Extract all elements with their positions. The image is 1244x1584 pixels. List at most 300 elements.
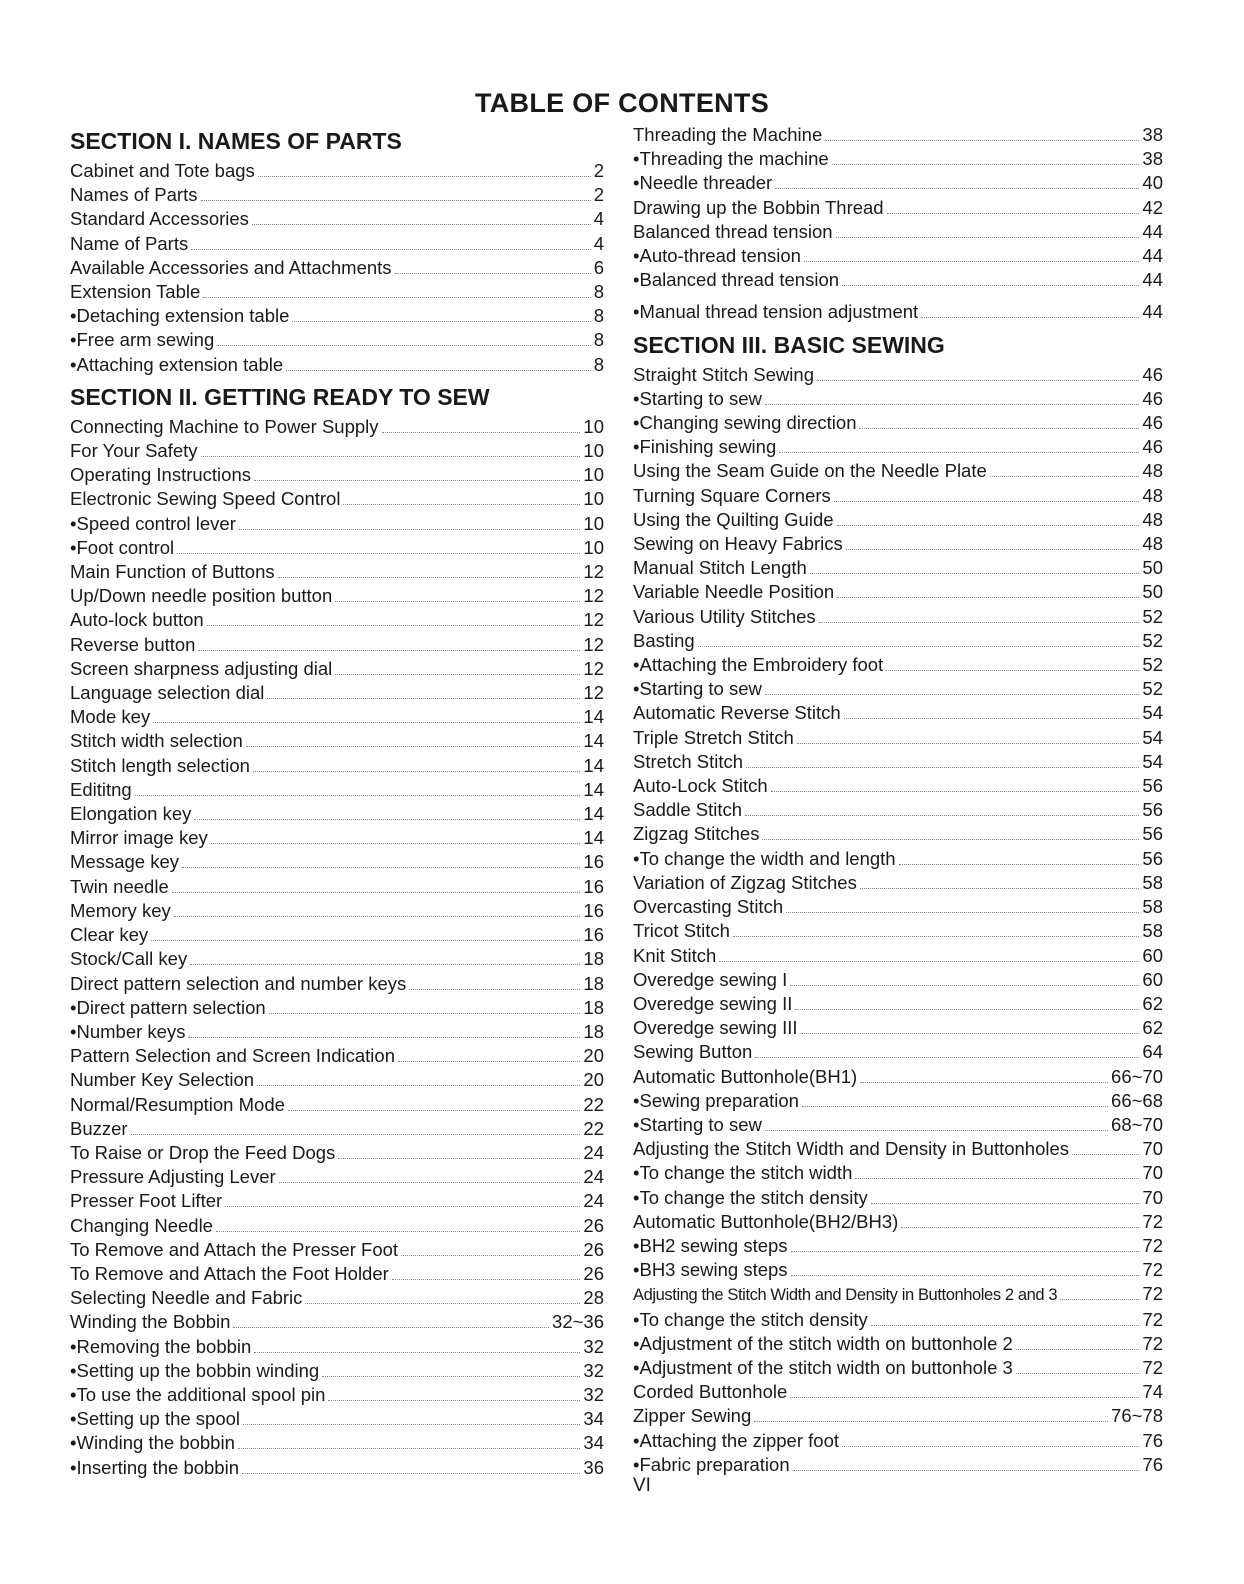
toc-entry: [633, 895, 1163, 919]
toc-entry: [70, 1238, 604, 1262]
toc-entry-label: Operating Instructions: [70, 464, 251, 486]
toc-subentry: [633, 653, 1163, 677]
toc-entry-label: Triple Stretch Stitch: [633, 726, 794, 748]
toc-entry: [70, 1189, 604, 1213]
toc-page-number: 58: [1142, 871, 1163, 893]
toc-entry-label: • Adjustment of the stitch width on buttonhole 2: [633, 1332, 1013, 1356]
toc-entry-label: Pattern Selection and Screen Indication: [70, 1045, 395, 1067]
toc-page-number: 26: [583, 1214, 604, 1236]
dot-leader: [860, 1082, 1108, 1083]
toc-entry-label: • Setting up the spool: [70, 1407, 240, 1431]
toc-page-number: 20: [583, 1069, 604, 1091]
toc-entry-label: • To change the stitch density: [633, 1308, 868, 1332]
toc-page-number: 8: [593, 329, 604, 351]
toc-page-number: 76: [1142, 1429, 1163, 1451]
dot-leader: [755, 1057, 1139, 1058]
dot-leader: [258, 176, 591, 177]
dot-leader: [802, 1106, 1108, 1107]
toc-page-number: 18: [583, 1020, 604, 1042]
toc-page-number: 14: [583, 778, 604, 800]
toc-entry-label: • Attaching the Embroidery foot: [633, 653, 883, 677]
dot-leader: [837, 597, 1139, 598]
section-heading: SECTION II. GETTING READY TO SEW: [70, 383, 490, 410]
toc-entry-label: Mode key: [70, 706, 151, 728]
toc-entry: [70, 802, 604, 826]
toc-entry: [633, 1282, 1163, 1307]
toc-entry-label: • Starting to sew: [633, 677, 762, 701]
dot-leader: [825, 140, 1139, 141]
dot-leader: [253, 771, 580, 772]
dot-leader: [395, 273, 591, 274]
dot-leader: [901, 1227, 1139, 1228]
toc-page-number: 6: [593, 256, 604, 278]
dot-leader: [797, 743, 1140, 744]
toc-page-number: 24: [583, 1190, 604, 1212]
toc-page-number: 12: [583, 585, 604, 607]
toc-page-number: 52: [1142, 654, 1163, 676]
toc-page-number: 50: [1142, 557, 1163, 579]
dot-leader: [1016, 1349, 1140, 1350]
toc-subentry: [70, 328, 604, 352]
toc-page-number: 48: [1142, 508, 1163, 530]
dot-leader: [793, 1470, 1140, 1471]
toc-entry: [70, 1044, 604, 1068]
toc-entry-label: Stock/Call key: [70, 948, 188, 970]
toc-entry-label: • Adjustment of the stitch width on buttonhole 3: [633, 1356, 1013, 1380]
toc-subentry: [633, 677, 1163, 701]
toc-entry-label: • Direct pattern selection: [70, 996, 266, 1020]
dot-leader: [804, 261, 1139, 262]
toc-entry: [633, 701, 1163, 725]
toc-entry: [70, 183, 604, 207]
toc-entry-label: Saddle Stitch: [633, 799, 743, 821]
toc-page-number: 52: [1142, 605, 1163, 627]
toc-page-number: 32: [583, 1335, 604, 1357]
dot-leader: [762, 839, 1139, 840]
dot-leader: [887, 213, 1140, 214]
toc-page-number: 70: [1142, 1138, 1163, 1160]
toc-entry-label: Up/Down needle position button: [70, 585, 333, 607]
toc-entry: [633, 798, 1163, 822]
toc-entry-label: Electronic Sewing Speed Control: [70, 488, 341, 510]
dot-leader: [886, 670, 1139, 671]
dot-leader: [335, 601, 580, 602]
dot-leader: [211, 843, 581, 844]
dot-leader: [834, 501, 1140, 502]
toc-page-number: 52: [1142, 629, 1163, 651]
toc-entry: [70, 729, 604, 753]
toc-entry: [633, 556, 1163, 580]
dot-leader: [292, 321, 590, 322]
toc-subentry: [70, 1335, 604, 1359]
dot-leader: [859, 428, 1139, 429]
toc-entry-label: Number Key Selection: [70, 1069, 255, 1091]
toc-page-number: 58: [1142, 920, 1163, 942]
toc-entry-label: Reverse button: [70, 633, 196, 655]
toc-entry-label: Mirror image key: [70, 827, 208, 849]
toc-entry: [633, 532, 1163, 556]
toc-page-number: 72: [1142, 1308, 1163, 1330]
toc-page-number: 70: [1142, 1186, 1163, 1208]
toc-entry: [70, 584, 604, 608]
toc-page-number: 18: [583, 996, 604, 1018]
toc-subentry: [633, 244, 1163, 268]
toc-entry-label: • Threading the machine: [633, 147, 829, 171]
toc-entry-label: • Changing sewing direction: [633, 411, 856, 435]
dot-leader: [810, 573, 1140, 574]
dot-leader: [269, 1013, 581, 1014]
dot-leader: [198, 650, 580, 651]
toc-page-number: 48: [1142, 533, 1163, 555]
toc-entry: [633, 968, 1163, 992]
toc-page-number: 76: [1142, 1453, 1163, 1475]
dot-leader: [801, 1033, 1140, 1034]
toc-entry: [633, 580, 1163, 604]
toc-entry-label: Adjusting the Stitch Width and Density in Buttonholes 2 and 3: [633, 1286, 1058, 1305]
toc-right-column: [633, 123, 1163, 1477]
toc-entry: [70, 560, 604, 584]
dot-leader: [335, 674, 580, 675]
toc-subentry: [633, 268, 1163, 292]
dot-leader: [832, 164, 1140, 165]
toc-entry-label: Screen sharpness adjusting dial: [70, 657, 333, 679]
toc-entry-label: • Auto-thread tension: [633, 244, 801, 268]
toc-entry-label: Adjusting the Stitch Width and Density in Buttonholes: [633, 1138, 1070, 1160]
dot-leader: [242, 1473, 580, 1474]
toc-page-number: 12: [583, 609, 604, 631]
toc-entry-label: Straight Stitch Sewing: [633, 363, 814, 385]
toc-entry: [70, 754, 604, 778]
toc-page-number: 54: [1142, 726, 1163, 748]
dot-leader: [719, 961, 1139, 962]
toc-entry: [70, 826, 604, 850]
toc-page-number: 64: [1142, 1041, 1163, 1063]
toc-entry-label: • Sewing preparation: [633, 1089, 799, 1113]
toc-entry: [70, 415, 604, 439]
dot-leader: [795, 1009, 1139, 1010]
dot-leader: [409, 989, 580, 990]
toc-entry-label: Using the Quilting Guide: [633, 508, 834, 530]
toc-page-number: 10: [583, 464, 604, 486]
dot-leader: [338, 1158, 580, 1159]
toc-page-number: 38: [1142, 148, 1163, 170]
toc-entry-label: Pressure Adjusting Lever: [70, 1166, 276, 1188]
toc-entry: [633, 629, 1163, 653]
toc-page-number: 26: [583, 1262, 604, 1284]
toc-entry: [633, 1404, 1163, 1428]
toc-entry: [633, 750, 1163, 774]
toc-page-number: 72: [1142, 1283, 1163, 1305]
dot-leader: [151, 940, 580, 941]
dot-leader: [921, 317, 1139, 318]
toc-page-number: 44: [1142, 301, 1163, 323]
toc-page-number: 14: [583, 803, 604, 825]
toc-entry-label: • Winding the bobbin: [70, 1431, 235, 1455]
dot-leader: [246, 746, 581, 747]
toc-subentry: [633, 411, 1163, 435]
toc-subentry: [633, 1429, 1163, 1453]
dot-leader: [172, 892, 581, 893]
toc-entry: [633, 992, 1163, 1016]
toc-entry: [70, 1068, 604, 1092]
dot-leader: [765, 694, 1140, 695]
dot-leader: [844, 718, 1140, 719]
toc-entry: [633, 220, 1163, 244]
toc-entry: [70, 633, 604, 657]
dot-leader: [217, 345, 590, 346]
toc-entry-label: Automatic Buttonhole(BH2/BH3): [633, 1210, 899, 1232]
toc-entry: [70, 1214, 604, 1238]
toc-subentry: [70, 1020, 604, 1044]
dot-leader: [1016, 1373, 1140, 1374]
dot-leader: [765, 404, 1140, 405]
toc-subentry: [70, 353, 604, 377]
toc-entry-label: Winding the Bobbin: [70, 1311, 231, 1333]
toc-page-number: 72: [1142, 1332, 1163, 1354]
dot-leader: [239, 529, 581, 530]
toc-entry: [633, 1210, 1163, 1234]
toc-page-number: 52: [1142, 678, 1163, 700]
toc-page-number: 74: [1142, 1381, 1163, 1403]
toc-entry-label: Basting: [633, 629, 695, 651]
toc-subentry: [633, 1453, 1163, 1477]
toc-entry-label: Overcasting Stitch: [633, 896, 784, 918]
toc-entry-label: • To change the stitch density: [633, 1186, 868, 1210]
dot-leader: [201, 456, 581, 457]
section-heading: SECTION I. NAMES OF PARTS: [70, 128, 402, 154]
dot-leader: [203, 297, 590, 298]
toc-page-number: 32~36: [552, 1311, 604, 1333]
toc-entry-label: Zipper Sewing: [633, 1405, 752, 1427]
toc-entry-label: Name of Parts: [70, 232, 189, 254]
toc-page-number: 68~70: [1111, 1113, 1163, 1135]
dot-leader: [842, 285, 1139, 286]
dot-leader: [871, 1203, 1140, 1204]
toc-entry: [633, 944, 1163, 968]
toc-page-number: 76~78: [1111, 1405, 1163, 1427]
toc-entry-label: Changing Needle: [70, 1214, 213, 1236]
dot-leader: [286, 370, 590, 371]
toc-entry-label: Extension Table: [70, 281, 201, 303]
toc-entry-label: Clear key: [70, 924, 149, 946]
toc-entry-label: • Inserting the bobbin: [70, 1456, 239, 1480]
dot-leader: [343, 504, 580, 505]
toc-entry-label: Turning Square Corners: [633, 484, 831, 506]
toc-page-number: 62: [1142, 992, 1163, 1014]
toc-entry: [70, 1165, 604, 1189]
toc-entry: [70, 1262, 604, 1286]
toc-page-number: 16: [583, 924, 604, 946]
toc-entry-label: Direct pattern selection and number keys: [70, 972, 407, 994]
dot-leader: [817, 380, 1139, 381]
toc-page-number: 18: [583, 948, 604, 970]
dot-leader: [201, 200, 591, 201]
toc-entry: [633, 726, 1163, 750]
dot-leader: [846, 549, 1140, 550]
toc-entry-label: • Setting up the bobbin winding: [70, 1359, 319, 1383]
toc-entry-label: Language selection dial: [70, 682, 265, 704]
toc-entry-label: Auto-lock button: [70, 609, 204, 631]
toc-entry-label: Manual Stitch Length: [633, 557, 807, 579]
dot-leader: [837, 525, 1140, 526]
toc-entry-label: • Foot control: [70, 536, 174, 560]
toc-page-number: 56: [1142, 823, 1163, 845]
dot-leader: [382, 432, 581, 433]
dot-leader: [191, 249, 590, 250]
toc-entry-label: Available Accessories and Attachments: [70, 256, 392, 278]
toc-entry-label: Memory key: [70, 899, 171, 921]
toc-entry-label: Zigzag Stitches: [633, 823, 760, 845]
toc-entry: [70, 256, 604, 280]
toc-entry: [633, 123, 1163, 147]
toc-page-number: 28: [583, 1287, 604, 1309]
toc-entry-label: • Attaching the zipper foot: [633, 1429, 839, 1453]
dot-leader: [765, 1130, 1108, 1131]
toc-entry-label: Tricot Stitch: [633, 920, 730, 942]
dot-leader: [322, 1376, 580, 1377]
toc-entry: [633, 196, 1163, 220]
dot-leader: [174, 916, 581, 917]
toc-entry-label: • Balanced thread tension: [633, 268, 839, 292]
toc-page-number: 62: [1142, 1017, 1163, 1039]
dot-leader: [254, 480, 580, 481]
toc-entry-label: Sewing Button: [633, 1041, 753, 1063]
toc-entry-label: Drawing up the Bobbin Thread: [633, 196, 884, 218]
toc-page-number: 40: [1142, 172, 1163, 194]
toc-entry-label: Auto-Lock Stitch: [633, 775, 768, 797]
toc-entry: [70, 159, 604, 183]
toc-page-number: 48: [1142, 460, 1163, 482]
toc-page-number: 44: [1142, 245, 1163, 267]
dot-leader: [252, 224, 591, 225]
toc-entry: [633, 822, 1163, 846]
toc-entry-label: • Starting to sew: [633, 387, 762, 411]
toc-entry-label: To Raise or Drop the Feed Dogs: [70, 1141, 336, 1163]
toc-subentry: [633, 435, 1163, 459]
toc-page-number: 54: [1142, 750, 1163, 772]
toc-entry: [70, 972, 604, 996]
toc-subentry: [70, 1359, 604, 1383]
dot-leader: [177, 553, 580, 554]
toc-subentry: [633, 1089, 1163, 1113]
toc-page-number: 34: [583, 1432, 604, 1454]
toc-page-number: 14: [583, 754, 604, 776]
toc-entry: [633, 871, 1163, 895]
toc-subentry: [70, 536, 604, 560]
toc-page-number: 2: [593, 160, 604, 181]
toc-page-number: 10: [583, 512, 604, 534]
toc-entry: [70, 1141, 604, 1165]
dot-leader: [243, 1424, 580, 1425]
dot-leader: [279, 1182, 581, 1183]
toc-page-number: 10: [583, 488, 604, 510]
toc-entry: [70, 657, 604, 681]
toc-subentry: [70, 1383, 604, 1407]
toc-page-number: 38: [1142, 124, 1163, 145]
toc-entry: [70, 1117, 604, 1141]
toc-page-number: 4: [593, 208, 604, 230]
toc-entry-label: • To use the additional spool pin: [70, 1383, 325, 1407]
toc-entry: [633, 605, 1163, 629]
toc-entry-label: • Number keys: [70, 1020, 185, 1044]
dot-leader: [842, 1446, 1139, 1447]
toc-entry-label: • BH2 sewing steps: [633, 1234, 788, 1258]
toc-entry-label: For Your Safety: [70, 440, 198, 462]
dot-leader: [855, 1178, 1139, 1179]
toc-entry: [70, 1310, 604, 1334]
toc-entry: [70, 705, 604, 729]
toc-page-number: 54: [1142, 702, 1163, 724]
toc-entry-label: Normal/Resumption Mode: [70, 1093, 285, 1115]
toc-page-number: 48: [1142, 484, 1163, 506]
toc-entry: [70, 778, 604, 802]
toc-entry-label: Knit Stitch: [633, 944, 717, 966]
toc-entry-label: Sewing on Heavy Fabrics: [633, 533, 843, 555]
toc-entry: [70, 875, 604, 899]
dot-leader: [238, 1448, 581, 1449]
toc-page-number: 36: [583, 1456, 604, 1478]
toc-entry-label: Using the Seam Guide on the Needle Plate: [633, 460, 987, 482]
toc-page-number: 70: [1142, 1162, 1163, 1184]
toc-entry-label: • To change the stitch width: [633, 1161, 852, 1185]
toc-entry-label: Twin needle: [70, 875, 169, 897]
toc-entry: [633, 774, 1163, 798]
dot-leader: [233, 1327, 549, 1328]
toc-subentry: [633, 847, 1163, 871]
toc-page-number: 44: [1142, 269, 1163, 291]
dot-leader: [216, 1231, 580, 1232]
dot-leader: [698, 646, 1140, 647]
toc-subentry: [633, 387, 1163, 411]
toc-entry-label: • Manual thread tension adjustment: [633, 300, 918, 324]
toc-entry: [70, 232, 604, 256]
toc-page-number: 50: [1142, 581, 1163, 603]
toc-page-number: 10: [583, 415, 604, 437]
dot-leader: [790, 985, 1139, 986]
section-heading: SECTION III. BASIC SEWING: [633, 331, 945, 358]
dot-leader: [182, 867, 580, 868]
toc-page-number: 4: [593, 232, 604, 254]
toc-page-number: 14: [583, 706, 604, 728]
toc-entry: [70, 487, 604, 511]
toc-subentry: [633, 1258, 1163, 1282]
toc-entry: [633, 1040, 1163, 1064]
toc-entry: [70, 681, 604, 705]
toc-page-number: 58: [1142, 896, 1163, 918]
toc-entry-label: • Detaching extension table: [70, 304, 289, 328]
toc-entry-label: Variable Needle Position: [633, 581, 835, 603]
toc-entry-label: • Starting to sew: [633, 1113, 762, 1137]
toc-page-number: 8: [593, 305, 604, 327]
toc-page-number: 2: [593, 184, 604, 206]
dot-leader: [746, 767, 1139, 768]
toc-entry: [70, 608, 604, 632]
toc-subentry: [633, 1161, 1163, 1185]
dot-leader: [207, 625, 581, 626]
dot-leader: [328, 1400, 580, 1401]
toc-subentry: [633, 1356, 1163, 1380]
dot-leader: [790, 1397, 1139, 1398]
toc-page-number: 16: [583, 875, 604, 897]
toc-page-number: 56: [1142, 847, 1163, 869]
toc-subentry: [70, 1456, 604, 1480]
dot-leader: [791, 1251, 1140, 1252]
dot-leader: [871, 1325, 1140, 1326]
toc-subentry: [70, 1431, 604, 1455]
dot-leader: [819, 622, 1140, 623]
toc-page-number: 44: [1142, 220, 1163, 242]
toc-page-number: 72: [1142, 1210, 1163, 1232]
